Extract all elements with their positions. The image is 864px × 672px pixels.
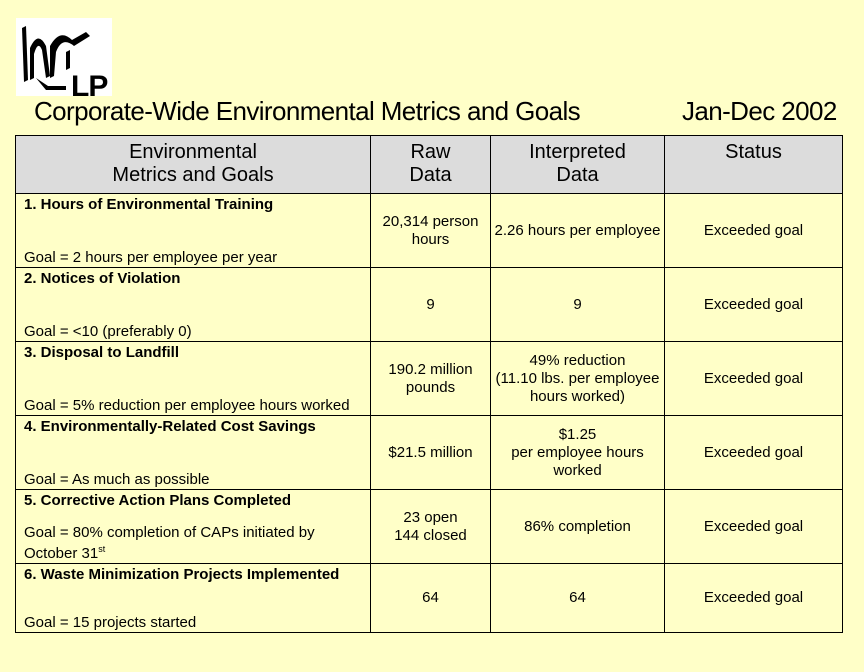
interpreted-data-cell — [491, 564, 665, 633]
cell-line: 23 open — [403, 508, 458, 526]
cell-line: $21.5 million — [388, 443, 473, 461]
cell-line: 49% reduction — [529, 351, 626, 369]
cell-line: 190.2 million — [388, 360, 473, 378]
interpreted-data-cell — [491, 268, 665, 342]
goal-line: October 31 — [24, 545, 99, 562]
cell-line: pounds — [405, 378, 456, 396]
column-header-interpreted — [491, 136, 665, 194]
metric-cell — [16, 490, 371, 564]
raw-data-cell — [371, 490, 491, 564]
metric-title: 1. Hours of Environmental Training — [24, 196, 274, 213]
column-header-status — [665, 136, 843, 194]
page-title: Corporate-Wide Environmental Metrics and Goals — [34, 96, 581, 126]
status-cell: Exceeded goal — [665, 194, 843, 268]
metric-title: 2. Notices of Violation — [24, 270, 181, 287]
header-line: Metrics and Goals — [112, 164, 274, 186]
report-period: Jan-Dec 2002 — [682, 96, 837, 126]
interpreted-data-cell — [491, 416, 665, 490]
metric-cell — [16, 564, 371, 633]
metric-goal: Goal = As much as possible — [24, 471, 210, 488]
metric-goal: Goal = 15 projects started — [24, 614, 197, 631]
goal-line: Goal = 80% completion of CAPs initiated by — [24, 524, 315, 541]
metric-title: 5. Corrective Action Plans Completed — [24, 492, 292, 509]
status-cell: Exceeded goal — [665, 268, 843, 342]
lp-logo — [16, 18, 112, 103]
cell-line: $1.25 — [558, 425, 597, 443]
cell-line: 64 — [569, 589, 586, 606]
goal-superscript: st — [98, 544, 106, 554]
raw-data-cell — [371, 194, 491, 268]
metric-cell — [16, 416, 371, 490]
cell-line: 86% completion — [524, 517, 631, 535]
table-row — [16, 268, 843, 342]
raw-data-cell — [371, 564, 491, 633]
cell-line: per employee hours — [511, 443, 644, 461]
raw-data-cell — [371, 342, 491, 416]
metric-title: 6. Waste Minimization Projects Implemented — [24, 566, 340, 583]
column-header-raw — [371, 136, 491, 194]
metric-goal: Goal = 2 hours per employee per year — [24, 249, 278, 266]
cell-line: 9 — [426, 295, 435, 313]
metric-goal — [24, 524, 315, 562]
metric-cell — [16, 342, 371, 416]
table-row — [16, 416, 843, 490]
cell-line: hours — [411, 230, 450, 248]
cell-line: 20,314 person — [382, 212, 479, 230]
status-cell: Exceeded goal — [665, 416, 843, 490]
header-line: Status — [725, 141, 782, 163]
raw-data-cell — [371, 416, 491, 490]
header-line: Interpreted — [529, 141, 626, 163]
table-header-row — [16, 136, 843, 194]
raw-data-cell — [371, 268, 491, 342]
cell-line: 64 — [422, 589, 439, 606]
metric-goal: Goal = <10 (preferably 0) — [24, 323, 192, 340]
cell-line: 2.26 hours per employee — [494, 221, 661, 239]
header-line: Data — [409, 164, 452, 186]
metric-title: 3. Disposal to Landfill — [24, 344, 180, 361]
cell-line: hours worked) — [529, 387, 626, 405]
cell-line: worked — [553, 461, 602, 479]
interpreted-data-cell — [491, 490, 665, 564]
metric-cell — [16, 194, 371, 268]
column-header-metrics — [16, 136, 371, 194]
table-row — [16, 564, 843, 633]
table-row — [16, 194, 843, 268]
header-line: Raw — [410, 141, 451, 163]
metric-cell — [16, 268, 371, 342]
status-cell: Exceeded goal — [665, 490, 843, 564]
logo-text: LP — [71, 70, 108, 103]
table-row — [16, 490, 843, 564]
interpreted-data-cell — [491, 194, 665, 268]
header-line: Environmental — [129, 141, 257, 163]
metrics-table — [15, 135, 843, 633]
metric-goal: Goal = 5% reduction per employee hours worked — [24, 397, 350, 414]
status-cell: Exceeded goal — [665, 564, 843, 633]
cell-line: 9 — [573, 295, 582, 313]
interpreted-data-cell — [491, 342, 665, 416]
status-cell: Exceeded goal — [665, 342, 843, 416]
header-line: Data — [556, 164, 599, 186]
table-row — [16, 342, 843, 416]
cell-line: 144 closed — [394, 526, 467, 544]
cell-line: (11.10 lbs. per employee — [495, 369, 660, 387]
metric-title: 4. Environmentally-Related Cost Savings — [24, 418, 316, 435]
